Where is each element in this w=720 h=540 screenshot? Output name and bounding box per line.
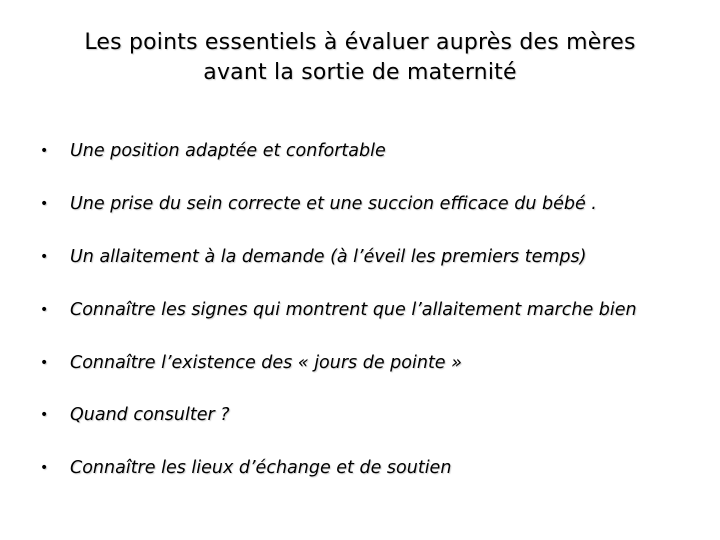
bullet-icon: •	[40, 196, 49, 213]
bullet-item	[40, 125, 700, 178]
bullet-icon: •	[40, 407, 49, 424]
bullet-text: Connaître les lieux d’échange et de soutien	[70, 458, 452, 479]
slide-title	[0, 28, 720, 88]
bullet-text: Connaître l’existence des « jours de pointe »	[70, 352, 462, 373]
bullet-text: Une position adaptée et confortable	[70, 141, 386, 162]
bullet-item	[40, 336, 700, 389]
bullet-item	[40, 389, 700, 442]
bullet-icon: •	[40, 143, 49, 160]
slide-title-line-1: Les points essentiels à évaluer auprès des mères	[84, 30, 636, 55]
slide-title-line-2: avant la sortie de maternité	[203, 60, 517, 85]
bullet-text: Connaître les signes qui montrent que l’allaitement marche bien	[70, 299, 637, 320]
bullet-icon: •	[40, 354, 49, 371]
bullet-item	[40, 283, 700, 336]
bullet-icon: •	[40, 301, 49, 318]
bullet-icon: •	[40, 248, 49, 265]
bullet-text: Un allaitement à la demande (à l’éveil les premiers temps)	[70, 246, 587, 267]
bullet-item	[40, 442, 700, 495]
bullet-item	[40, 231, 700, 284]
bullet-item	[40, 178, 700, 231]
bullet-list	[40, 125, 700, 495]
bullet-text: Une prise du sein correcte et une succion efficace du bébé .	[70, 194, 597, 215]
bullet-icon: •	[40, 460, 49, 477]
bullet-text: Quand consulter ?	[70, 405, 230, 426]
